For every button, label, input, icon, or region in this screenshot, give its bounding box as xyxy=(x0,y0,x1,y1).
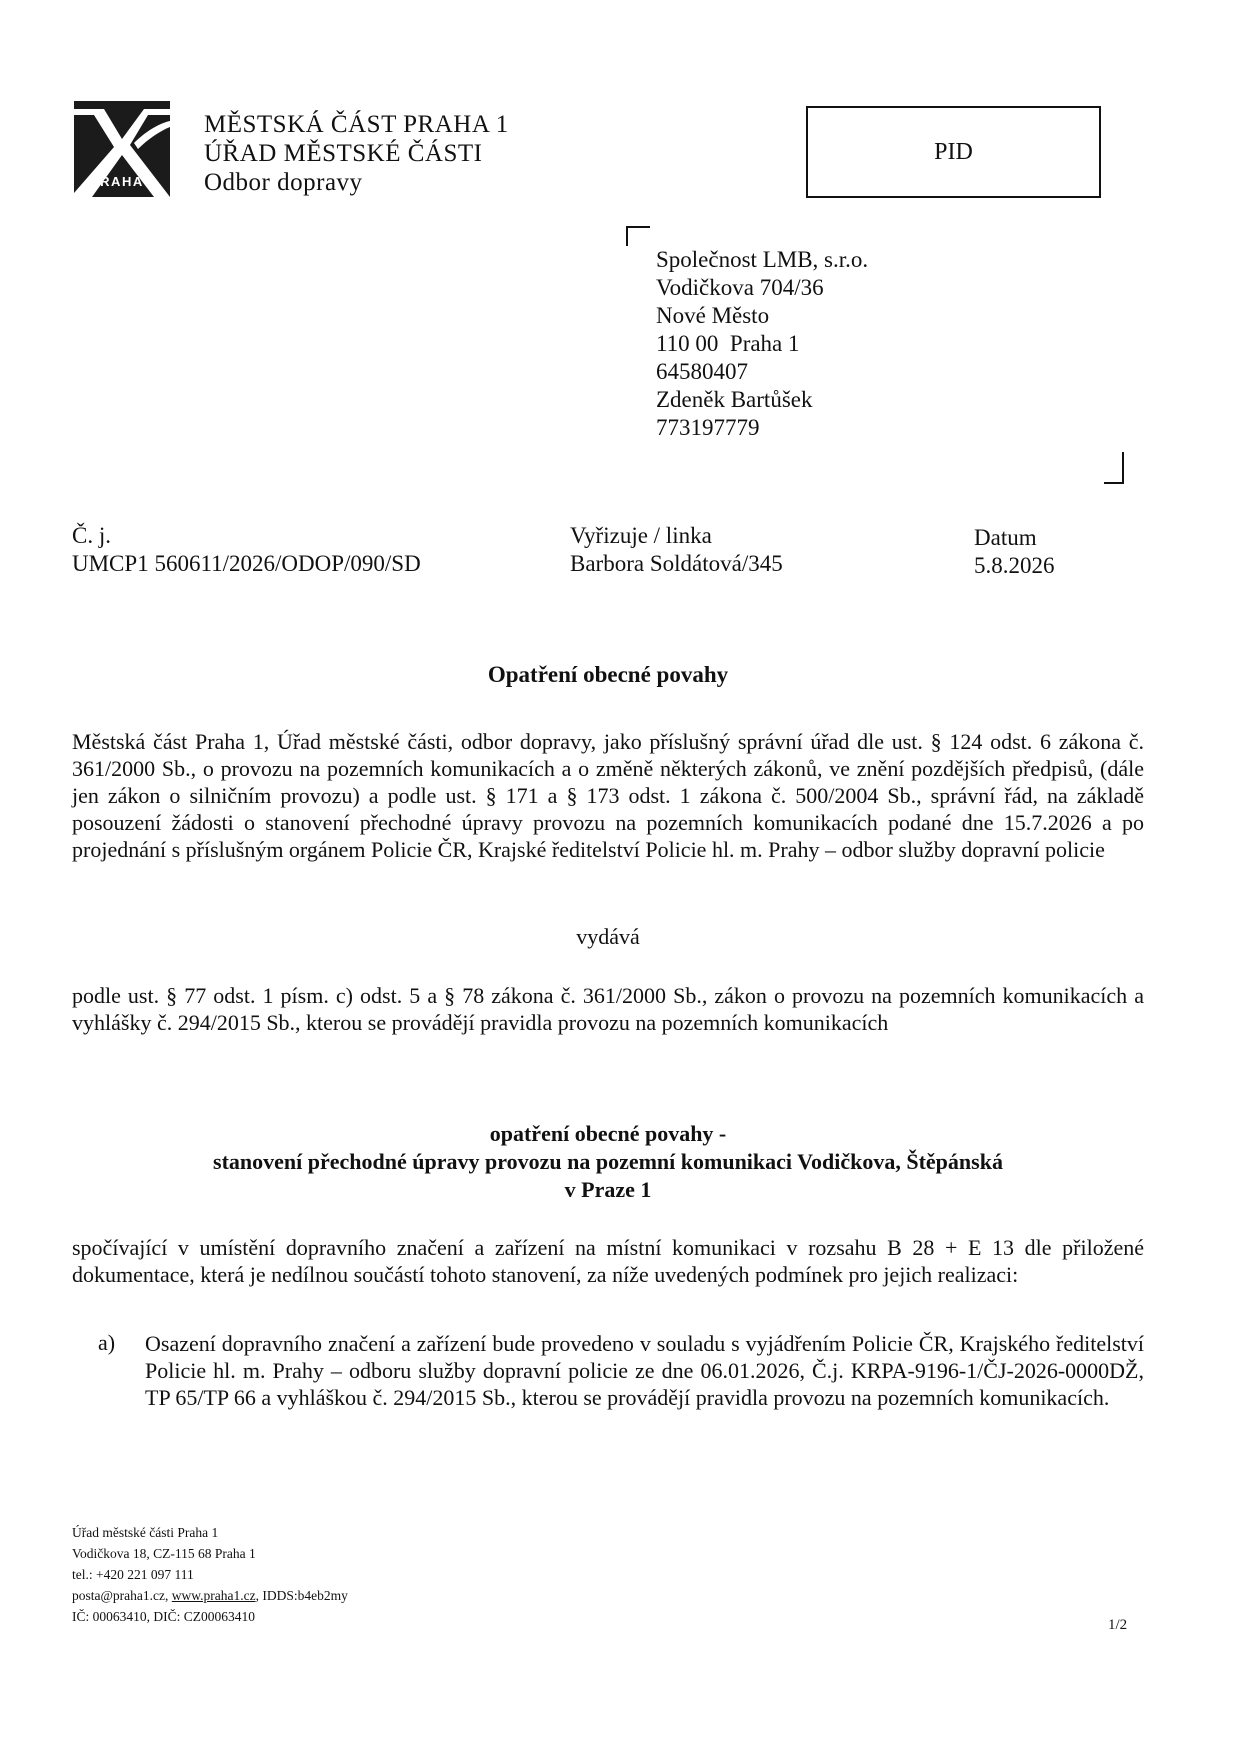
pid-label: PID xyxy=(934,138,973,165)
footer-contact-line xyxy=(72,1585,348,1606)
address-corner-bottom-right xyxy=(1104,452,1124,484)
footer-line-2: Vodičkova 18, CZ-115 68 Praha 1 xyxy=(72,1546,256,1561)
page-number: 1/2 xyxy=(1108,1617,1128,1633)
date-block xyxy=(974,524,1055,580)
footer xyxy=(72,1522,348,1627)
footer-line-3: tel.: +420 221 097 111 xyxy=(72,1567,194,1582)
recipient-phone: 773197779 xyxy=(656,415,760,440)
measure-title xyxy=(72,1120,1144,1204)
handler-value: Barbora Soldátová/345 xyxy=(570,551,783,576)
condition-a-text: Osazení dopravního značení a zařízení bude provedeno v souladu s vyjádřením Policie ČR, Krajského ředitelství Policie hl. m. Prahy – odboru služby dopravní policie ze dne 06.01.2026, Č.j. KRPA-9196-1/ČJ-2026-0000DŽ, TP 65/TP 66 a vyhláškou č. 294/2015 Sb., kterou se provádějí pravidla provozu na pozemních komunikacích. xyxy=(145,1331,1144,1410)
reference-number-block xyxy=(72,522,421,578)
footer-email-link[interactable]: posta@praha1.cz, xyxy=(72,1588,169,1603)
reference-number-label: Č. j. xyxy=(72,523,111,548)
praha1-logo xyxy=(74,101,170,197)
date-label: Datum xyxy=(974,525,1037,550)
footer-idds: , IDDS:b4eb2my xyxy=(255,1588,348,1603)
reference-number-value: UMCP1 560611/2026/ODOP/090/SD xyxy=(72,551,421,576)
recipient-district: Nové Město xyxy=(656,303,770,328)
scope-paragraph: spočívající v umístění dopravního značení a zařízení na místní komunikaci v rozsahu B 28 + E 13 dle přiložené dokumentace, která je nedílnou součástí tohoto stanovení, za níže uvedených podmínek pro jejich realizaci: xyxy=(72,1235,1144,1287)
recipient-ico: 64580407 xyxy=(656,359,748,384)
office-line-1: MĚSTSKÁ ČÁST PRAHA 1 xyxy=(204,111,509,138)
document-title: Opatření obecné povahy xyxy=(487,662,729,687)
recipient-street: Vodičkova 704/36 xyxy=(656,275,824,300)
legal-basis-paragraph: podle ust. § 77 odst. 1 písm. c) odst. 5 a § 78 zákona č. 361/2000 Sb., zákon o provozu na pozemních komunikacích a vyhlášky č. 294/2015 Sb., kterou se provádějí pravidla provozu na pozemních komunikacích xyxy=(72,983,1144,1035)
handler-block xyxy=(570,522,783,578)
footer-line-5: IČ: 00063410, DIČ: CZ00063410 xyxy=(72,1609,256,1624)
issues-word: vydává xyxy=(576,924,640,949)
intro-paragraph: Městská část Praha 1, Úřad městské části, odbor dopravy, jako příslušný správní úřad dle ust. § 124 odst. 6 zákona č. 361/2000 Sb., o provozu na pozemních komunikacích a o změně některých zákonů, ve znění pozdějších předpisů, (dále jen zákon o silničním provozu) a podle ust. § 171 a § 173 odst. 1 zákona č. 500/2004 Sb., správní řád, na základě posouzení žádosti o stanovení přechodné úpravy provozu na pozemních komunikacích podané dne 15.7.2026 a po projednání s příslušným orgánem Policie ČR, Krajské ředitelství Policie hl. m. Prahy – odbor služby dopravní policie xyxy=(72,729,1144,862)
office-line-3: Odbor dopravy xyxy=(204,169,363,196)
recipient-name: Společnost LMB, s.r.o. xyxy=(656,247,869,272)
pid-box xyxy=(806,106,1101,198)
office-line-2: ÚŘAD MĚSTSKÉ ČÁSTI xyxy=(204,140,483,167)
recipient-city: 110 00 Praha 1 xyxy=(656,331,800,356)
measure-title-line-3: v Praze 1 xyxy=(564,1177,652,1202)
footer-web-link[interactable]: www.praha1.cz xyxy=(171,1588,256,1603)
recipient-address xyxy=(656,246,868,442)
footer-line-1: Úřad městské části Praha 1 xyxy=(72,1525,219,1540)
office-header xyxy=(204,110,509,197)
date-value: 5.8.2026 xyxy=(974,553,1055,578)
logo-text: PRAHA 1 xyxy=(90,174,158,189)
address-corner-top-left xyxy=(626,226,650,246)
recipient-person: Zdeněk Bartůšek xyxy=(656,387,813,412)
handler-label: Vyřizuje / linka xyxy=(570,523,712,548)
measure-title-line-2: stanovení přechodné úpravy provozu na pozemní komunikaci Vodičkova, Štěpánská xyxy=(213,1149,1003,1174)
measure-title-line-1: opatření obecné povahy - xyxy=(489,1121,727,1146)
condition-a-letter: a) xyxy=(98,1330,116,1355)
